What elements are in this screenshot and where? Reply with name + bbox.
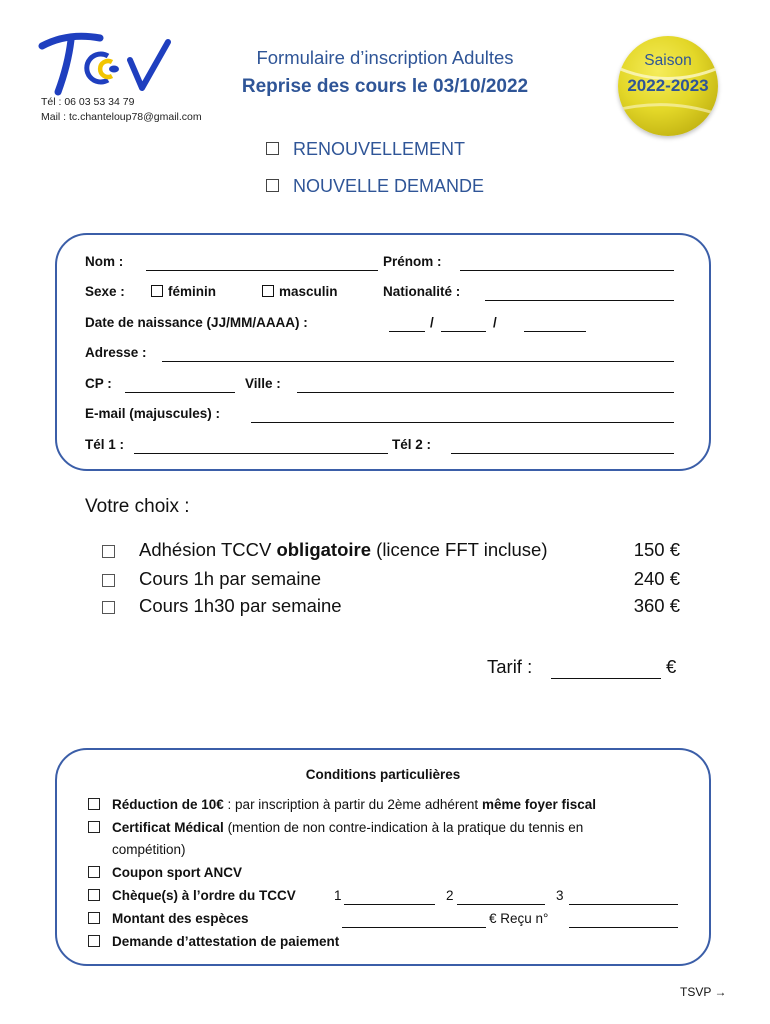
adresse-field[interactable] (162, 349, 674, 362)
checkbox-cours-1h[interactable] (102, 574, 115, 587)
club-phone: Tél : 06 03 53 34 79 (41, 96, 135, 108)
tarif-euro: € (666, 656, 677, 677)
nom-field[interactable] (146, 258, 378, 271)
reduction-label: Réduction de 10€ (112, 797, 224, 812)
price-cours-1h: 240 € (633, 568, 680, 589)
choice-title: Votre choix : (85, 496, 190, 517)
option-cours-1h30: Cours 1h30 par semaine (139, 595, 342, 616)
tccv-logo (38, 30, 173, 100)
season-tennis-ball (618, 36, 718, 136)
sexe-label: Sexe : (85, 284, 125, 299)
feminin-label: féminin (168, 284, 217, 299)
ville-label: Ville : (245, 376, 281, 391)
certificat-text: (mention de non contre-indication à la pratique du tennis en (227, 820, 584, 835)
form-subtitle: Reprise des cours le 03/10/2022 (241, 76, 529, 97)
adhesion-obligatoire: obligatoire (276, 539, 372, 560)
cheque-3-label: 3 (556, 888, 564, 903)
option-nouvelle-demande[interactable] (266, 176, 484, 197)
ville-field[interactable] (297, 380, 674, 393)
tel2-field[interactable] (451, 441, 674, 454)
condition-reduction (112, 797, 596, 812)
option-nouvelle-demande-label: NOUVELLE DEMANDE (293, 176, 485, 196)
checkbox-certificat[interactable] (88, 821, 100, 833)
recu-number-field[interactable] (569, 915, 678, 928)
option-renouvellement[interactable] (266, 139, 465, 160)
tel2-label: Tél 2 : (392, 437, 432, 452)
checkbox-attestation[interactable] (88, 935, 100, 947)
adresse-label: Adresse : (85, 345, 147, 360)
checkbox-masculin[interactable] (262, 285, 274, 297)
tarif-label: Tarif : (487, 656, 533, 677)
checkbox-renouvellement[interactable] (266, 142, 279, 155)
tsvp-note (680, 985, 726, 999)
option-adhesion (139, 539, 548, 561)
condition-ancv: Coupon sport ANCV (112, 865, 242, 880)
nationalite-label: Nationalité : (383, 284, 461, 299)
option-masculin[interactable] (262, 284, 338, 299)
nom-label: Nom : (85, 254, 124, 269)
certificat-label: Certificat Médical (112, 820, 224, 835)
checkbox-nouvelle-demande[interactable] (266, 179, 279, 192)
cheque-1-label: 1 (334, 888, 342, 903)
condition-certificat (112, 820, 583, 835)
email-label: E-mail (majuscules) : (85, 406, 221, 421)
birth-day-field[interactable] (389, 319, 425, 332)
prenom-field[interactable] (460, 258, 674, 271)
option-renouvellement-label: RENOUVELLEMENT (293, 139, 466, 159)
conditions-title: Conditions particulières (305, 767, 461, 782)
checkbox-feminin[interactable] (151, 285, 163, 297)
arrow-right-icon: → (714, 985, 727, 999)
club-email: Mail : tc.chanteloup78@gmail.com (41, 111, 202, 123)
option-feminin[interactable] (151, 284, 216, 299)
masculin-label: masculin (279, 284, 338, 299)
tel1-label: Tél 1 : (85, 437, 125, 452)
nationalite-field[interactable] (485, 288, 674, 301)
checkbox-adhesion[interactable] (102, 545, 115, 558)
especes-recu-label: € Reçu n° (489, 911, 549, 926)
adhesion-licence: (licence FFT incluse) (376, 539, 548, 560)
especes-amount-field[interactable] (342, 915, 486, 928)
option-cours-1h: Cours 1h par semaine (139, 568, 322, 589)
checkbox-reduction[interactable] (88, 798, 100, 810)
tsvp-label: TSVP (680, 985, 712, 999)
condition-especes: Montant des espèces (112, 911, 249, 926)
email-field[interactable] (251, 410, 674, 423)
checkbox-especes[interactable] (88, 912, 100, 924)
cheque-1-field[interactable] (344, 892, 435, 905)
season-label: Saison (644, 52, 692, 69)
season-years: 2022-2023 (627, 76, 709, 95)
cp-label: CP : (85, 376, 112, 391)
checkbox-cours-1h30[interactable] (102, 601, 115, 614)
reduction-text: : par inscription à partir du 2ème adhérent (227, 797, 479, 812)
form-title: Formulaire d’inscription Adultes (256, 47, 514, 68)
cp-field[interactable] (125, 380, 235, 393)
certificat-text-2: compétition) (112, 842, 186, 857)
date-slash-2: / (493, 315, 497, 330)
birth-month-field[interactable] (441, 319, 486, 332)
tel1-field[interactable] (134, 441, 388, 454)
cheque-2-label: 2 (446, 888, 454, 903)
prenom-label: Prénom : (383, 254, 442, 269)
reduction-foyer: même foyer fiscal (481, 797, 597, 812)
naissance-label: Date de naissance (JJ/MM/AAAA) : (85, 315, 308, 330)
cheque-2-field[interactable] (457, 892, 545, 905)
condition-attestation: Demande d’attestation de paiement (112, 934, 340, 949)
price-cours-1h30: 360 € (633, 595, 680, 616)
birth-year-field[interactable] (524, 319, 586, 332)
adhesion-label: Adhésion TCCV (139, 539, 272, 560)
date-slash-1: / (430, 315, 434, 330)
checkbox-ancv[interactable] (88, 866, 100, 878)
cheque-3-field[interactable] (569, 892, 678, 905)
tarif-field[interactable] (551, 664, 661, 679)
condition-cheques: Chèque(s) à l’ordre du TCCV (112, 888, 296, 903)
checkbox-cheques[interactable] (88, 889, 100, 901)
price-adhesion: 150 € (633, 539, 680, 560)
